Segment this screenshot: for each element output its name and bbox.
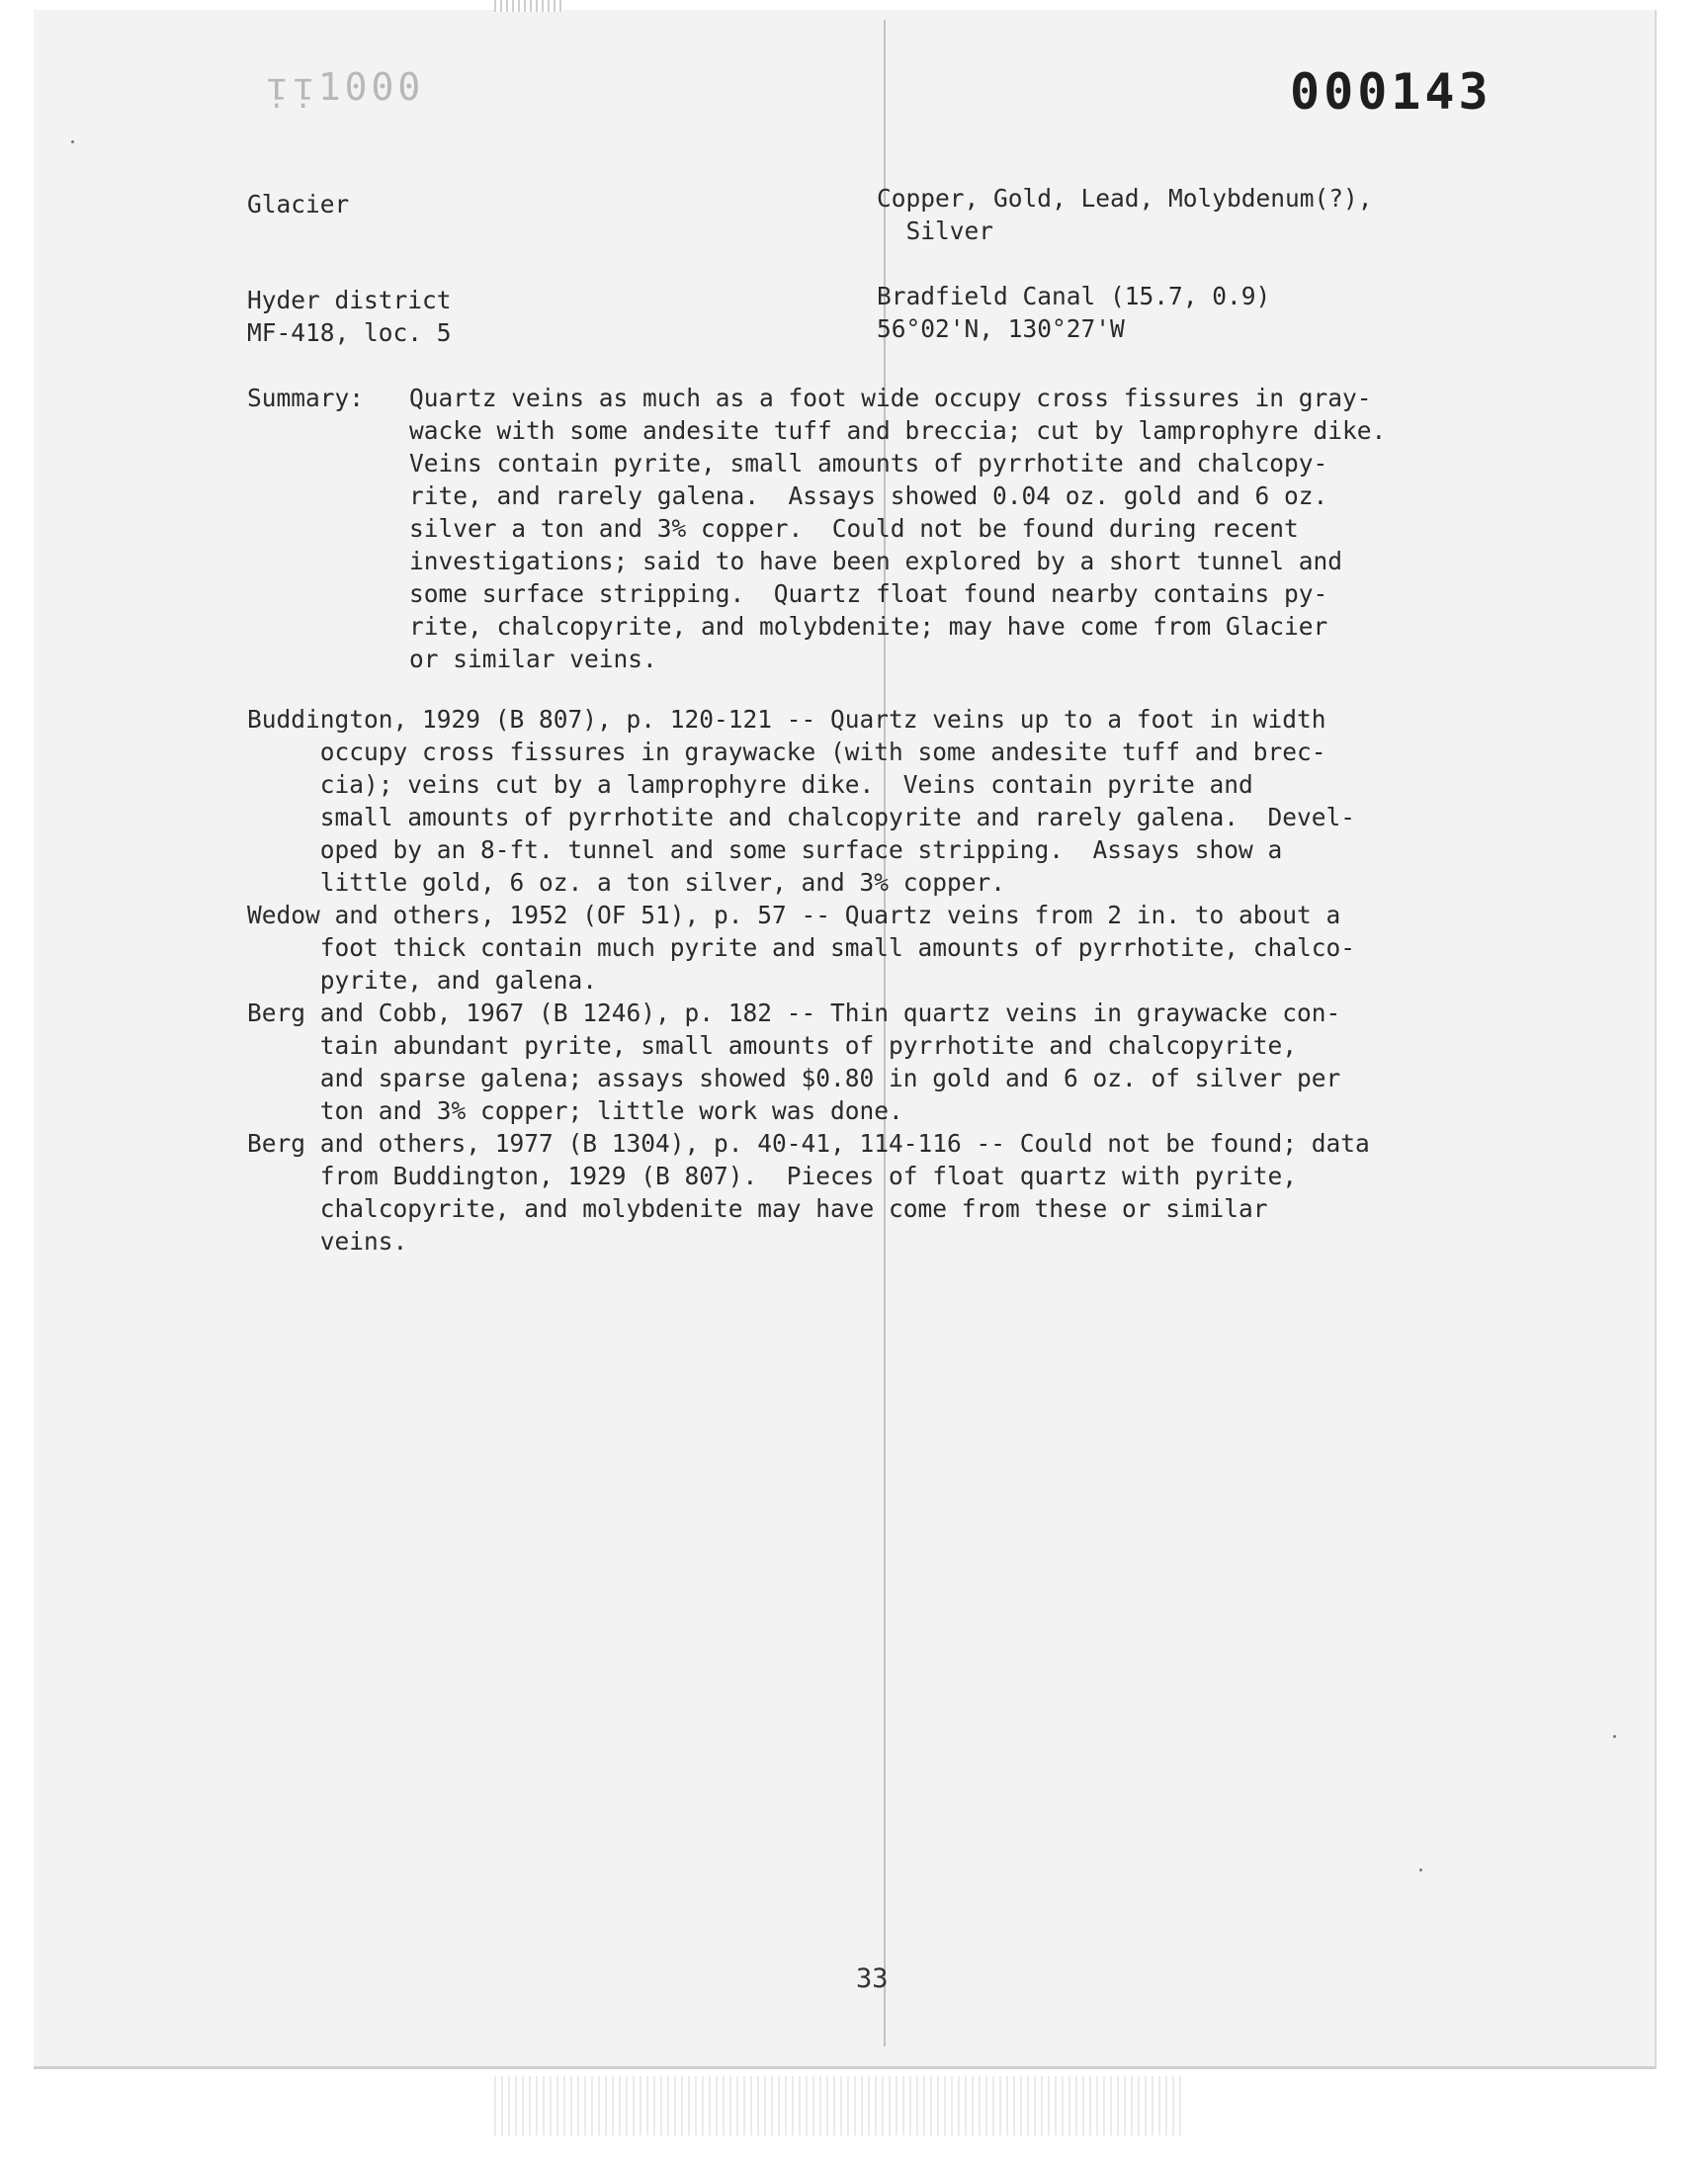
deposit-name: Glacier	[247, 190, 350, 218]
speck	[1419, 1869, 1422, 1871]
page-number: 33	[856, 1963, 889, 1994]
commodities: Copper, Gold, Lead, Molybdenum(?), Silver	[877, 184, 1373, 245]
faint-stamp-number: ᴉᴉ1000	[265, 65, 425, 109]
summary-label: Summary:	[247, 384, 365, 412]
summary-text: Quartz veins as much as a foot wide occupy cross fissures in gray- wacke with some andesite tuff and breccia; cut by lamprophyre dike. Veins contain pyrite, small amounts of pyrrhotite and chalcopy- rite, and rarely galena. Assays showed 0.04 oz. gold and 6 oz. silver a ton and 3% copper. Could not be found during recent investigations; said to have been explored by a short tunnel and some surface stripping. Quartz float found nearby contains py- rite, chalcopyrite, and molybdenite; may have come from Glacier or similar veins.	[409, 384, 1387, 673]
district-location: Hyder district MF-418, loc. 5	[247, 286, 452, 347]
scan-artifact-bottom	[494, 2076, 1186, 2135]
references-list: Buddington, 1929 (B 807), p. 120-121 -- Quartz veins up to a foot in width occupy cross fissures in graywacke (with some andesite tuff and brec- cia); veins cut by a lamprophyre dike. Veins contain pyrite and small amounts of pyrrhotite and chalcopyrite and rarely galena. Devel- oped by an 8-ft. tunnel and some surface stripping. Assays show a little gold, 6 oz. a ton silver, and 3% copper. Wedow and others, 1952 (OF 51), p. 57 -- Quartz veins from 2 in. to about a foot thick contain much pyrite and small amounts of pyrrhotite, chalco- pyrite, and galena. Berg and Cobb, 1967 (B 1246), p. 182 -- Thin quartz veins in graywacke con- tain abundant pyrite, small amounts of pyrrhotite and chalcopyrite, and sparse galena; assays showed $0.80 in gold and 6 oz. of silver per ton and 3% copper; little work was done. Berg and others, 1977 (B 1304), p. 40-41, 114-116 -- Could not be found; data from Buddington, 1929 (B 807). Pieces of float quartz with pyrite, chalcopyrite, and molybdenite may have come from these or similar veins.	[247, 705, 1370, 1256]
scan-artifact-top	[494, 0, 563, 12]
speck	[1613, 1735, 1616, 1738]
speck	[71, 140, 74, 143]
document-stamp-number: 000143	[1290, 63, 1493, 121]
quadrangle-coordinates: Bradfield Canal (15.7, 0.9) 56°02'N, 130°27'W	[877, 282, 1271, 343]
